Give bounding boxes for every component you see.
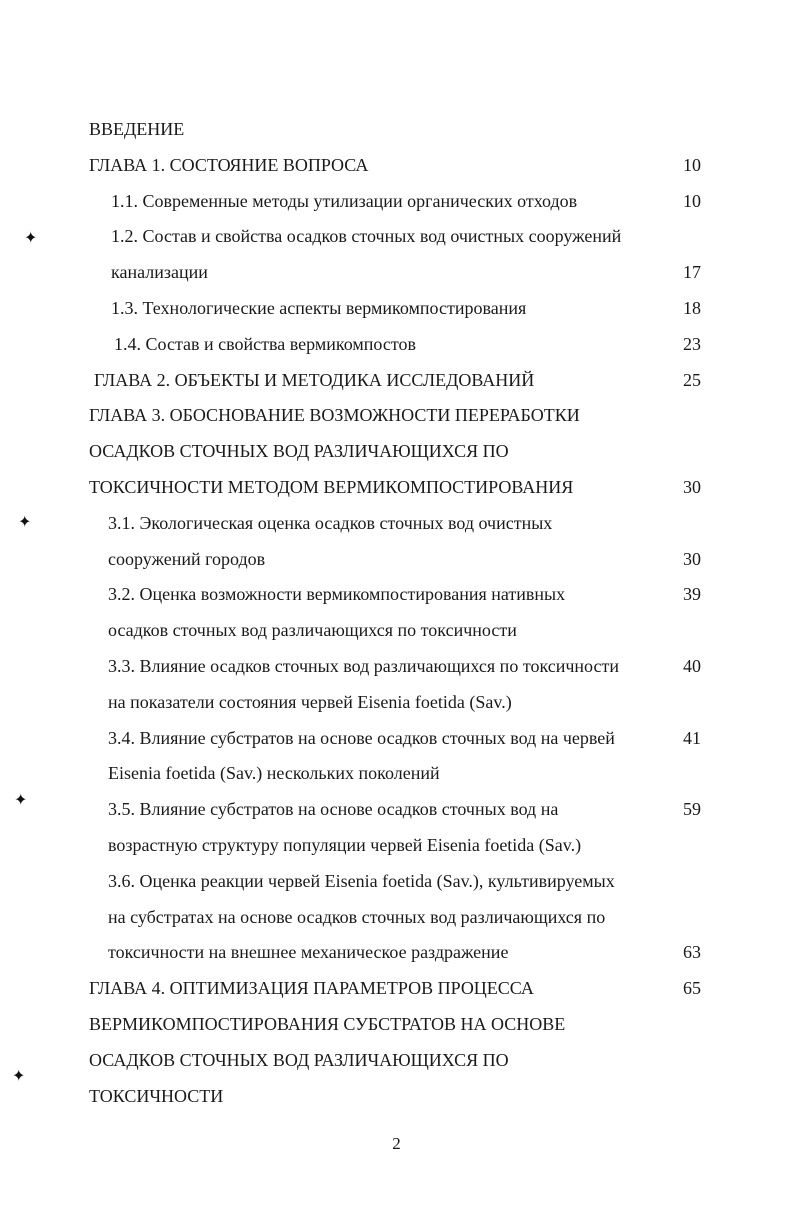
toc-entry-chapter-4-cont xyxy=(0,1079,793,1115)
toc-entry-section-1-4 xyxy=(0,327,793,363)
toc-entry-title-line-2: ВЕРМИКОМПОСТИРОВАНИЯ СУБСТРАТОВ НА ОСНОВЕ xyxy=(89,1013,566,1034)
toc-entry-title-line-3: ТОКСИЧНОСТИ МЕТОДОМ ВЕРМИКОМПОСТИРОВАНИЯ xyxy=(89,476,574,497)
toc-page-number: 10 xyxy=(683,190,701,211)
toc-entry-section-3-5 xyxy=(0,792,793,828)
toc-entry-title-line-2: канализации xyxy=(111,262,208,283)
table-of-contents xyxy=(0,112,793,1114)
toc-entry-section-1-2-cont xyxy=(0,255,793,291)
toc-entry-section-3-6-cont xyxy=(0,935,793,971)
toc-entry-section-3-1 xyxy=(0,506,793,542)
toc-entry-section-3-3-cont xyxy=(0,685,793,721)
toc-entry-title: ВВЕДЕНИЕ xyxy=(89,119,185,139)
toc-entry-title: ГЛАВА 1. СОСТОЯНИЕ ВОПРОСА xyxy=(89,154,369,175)
toc-entry-title-line-1: 3.6. Оценка реакции червей Eisenia foetida (Sav.), культивируемых xyxy=(108,870,615,891)
toc-page-number: 65 xyxy=(683,978,701,999)
toc-page-number: 41 xyxy=(683,727,701,748)
toc-entry-title-line-1: 3.3. Влияние осадков сточных вод различающихся по токсичности xyxy=(108,655,619,676)
binding-hole-mark: ✦ xyxy=(14,790,28,809)
toc-entry-title-line-3: токсичности на внешнее механическое раздражение xyxy=(108,942,509,963)
toc-entry-title-line-1: 3.5. Влияние субстратов на основе осадков сточных вод на xyxy=(108,799,559,820)
toc-page-number: 30 xyxy=(683,476,701,497)
page-number: 2 xyxy=(392,1134,401,1153)
toc-entry-title: 1.1. Современные методы утилизации органических отходов xyxy=(111,190,578,211)
toc-entry-title-line-1: ГЛАВА 3. ОБОСНОВАНИЕ ВОЗМОЖНОСТИ ПЕРЕРАБОТКИ xyxy=(89,405,580,426)
toc-entry-section-3-2 xyxy=(0,577,793,613)
toc-entry-title-line-2: на субстратах на основе осадков сточных вод различающихся по xyxy=(108,906,606,927)
toc-entry-chapter-3-cont xyxy=(0,434,793,470)
toc-entry-chapter-4-cont xyxy=(0,1007,793,1043)
toc-entry-chapter-4-cont xyxy=(0,1043,793,1079)
toc-entry-title-line-2: возрастную структуру популяции червей Eisenia foetida (Sav.) xyxy=(108,834,582,855)
toc-page-number: 39 xyxy=(683,584,701,605)
toc-entry-title: 1.3. Технологические аспекты вермикомпостирования xyxy=(111,297,527,318)
toc-entry-section-3-6 xyxy=(0,864,793,900)
toc-page-number: 25 xyxy=(683,369,701,390)
toc-page-number: 23 xyxy=(683,333,701,354)
toc-entry-chapter-3 xyxy=(0,398,793,434)
toc-page-number: 10 xyxy=(683,154,701,175)
binding-hole-mark: ✦ xyxy=(18,512,32,531)
toc-entry-title: ГЛАВА 2. ОБЪЕКТЫ И МЕТОДИКА ИССЛЕДОВАНИЙ xyxy=(94,369,535,390)
toc-entry-title-line-2: осадков сточных вод различающихся по токсичности xyxy=(108,620,517,641)
toc-entry-title-line-2: Eisenia foetida (Sav.) нескольких поколений xyxy=(108,763,440,784)
toc-entry-section-3-2-cont xyxy=(0,613,793,649)
toc-entry-introduction xyxy=(0,112,793,148)
toc-entry-title-line-2: ОСАДКОВ СТОЧНЫХ ВОД РАЗЛИЧАЮЩИХСЯ ПО xyxy=(89,441,509,462)
toc-page-number: 18 xyxy=(683,297,701,318)
toc-entry-section-1-1 xyxy=(0,184,793,220)
toc-entry-title-line-1: ГЛАВА 4. ОПТИМИЗАЦИЯ ПАРАМЕТРОВ ПРОЦЕССА xyxy=(89,978,534,999)
toc-entry-chapter-3-cont xyxy=(0,470,793,506)
toc-entry-title: 1.4. Состав и свойства вермикомпостов xyxy=(114,333,416,354)
toc-entry-section-3-1-cont xyxy=(0,542,793,578)
toc-entry-title-line-1: 3.1. Экологическая оценка осадков сточных вод очистных xyxy=(108,512,553,533)
toc-entry-chapter-2 xyxy=(0,363,793,399)
toc-entry-chapter-1 xyxy=(0,148,793,184)
toc-entry-section-3-4-cont xyxy=(0,756,793,792)
toc-page-number: 30 xyxy=(683,548,701,569)
toc-entry-section-1-2 xyxy=(0,219,793,255)
toc-entry-title-line-1: 3.4. Влияние субстратов на основе осадков сточных вод на червей xyxy=(108,727,615,748)
toc-entry-title-line-2: сооружений городов xyxy=(108,548,266,569)
toc-page-number: 40 xyxy=(683,655,701,676)
binding-hole-mark: ✦ xyxy=(24,228,38,247)
toc-entry-section-3-6-cont xyxy=(0,900,793,936)
toc-entry-section-3-4 xyxy=(0,721,793,757)
toc-page-number: 59 xyxy=(683,799,701,820)
toc-page-number: 63 xyxy=(683,942,701,963)
toc-entry-section-3-3 xyxy=(0,649,793,685)
binding-hole-mark: ✦ xyxy=(12,1066,26,1085)
toc-entry-title-line-3: ОСАДКОВ СТОЧНЫХ ВОД РАЗЛИЧАЮЩИХСЯ ПО xyxy=(89,1049,509,1070)
toc-page-number: 17 xyxy=(683,262,701,283)
toc-entry-title-line-1: 3.2. Оценка возможности вермикомпостирования нативных xyxy=(108,584,566,605)
toc-entry-chapter-4 xyxy=(0,971,793,1007)
toc-entry-title-line-1: 1.2. Состав и свойства осадков сточных вод очистных сооружений xyxy=(111,226,622,247)
toc-entry-title-line-4: ТОКСИЧНОСТИ xyxy=(89,1085,224,1106)
toc-entry-section-1-3 xyxy=(0,291,793,327)
toc-entry-title-line-2: на показатели состояния червей Eisenia foetida (Sav.) xyxy=(108,691,512,712)
toc-entry-section-3-5-cont xyxy=(0,828,793,864)
